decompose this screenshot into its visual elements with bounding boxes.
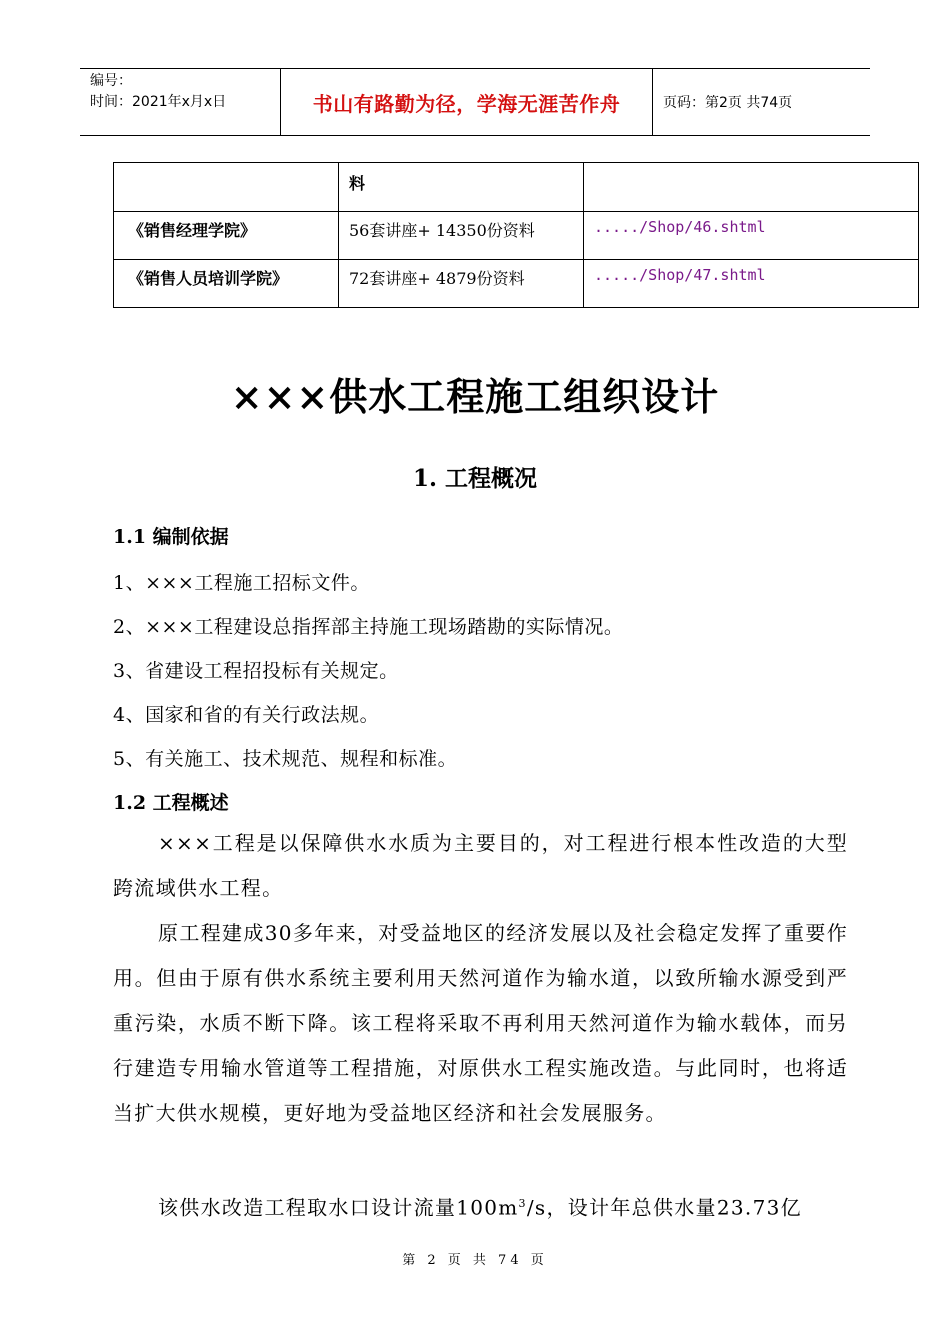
table-cell: 《销售经理学院》 xyxy=(114,212,339,260)
subsection-heading: 1.1 编制依据 xyxy=(113,526,229,548)
header-page-label: 页码：第2页 共74页 xyxy=(663,95,793,111)
paragraph: ×××工程是以保障供水水质为主要目的，对工程进行根本性改造的大型跨流域供水工程。 xyxy=(113,831,848,900)
table-row xyxy=(114,260,919,308)
list-item: 1、×××工程施工招标文件。 xyxy=(113,572,370,594)
table-cell xyxy=(114,163,339,212)
paragraph-text: 该供水改造工程取水口设计流量100m xyxy=(158,1195,519,1220)
resource-table xyxy=(113,162,919,308)
list-item: 5、有关施工、技术规范、规程和标准。 xyxy=(113,748,458,770)
table-cell: 料 xyxy=(339,163,584,212)
table-cell xyxy=(584,163,919,212)
table-row xyxy=(114,163,919,212)
paragraph-text: /s，设计年总供水量23.73亿 xyxy=(526,1195,802,1220)
table-cell: 《销售人员培训学院》 xyxy=(114,260,339,308)
resource-link[interactable]: ...../Shop/47.shtml xyxy=(584,260,919,308)
header-motto: 书山有路勤为径，学海无涯苦作舟 xyxy=(281,69,653,135)
resource-link[interactable]: ...../Shop/46.shtml xyxy=(584,212,919,260)
time-label: 时间：2021年x月x日 xyxy=(90,94,227,110)
list-item: 2、×××工程建设总指挥部主持施工现场踏勘的实际情况。 xyxy=(113,616,624,638)
paragraph: 原工程建成30多年来，对受益地区的经济发展以及社会稳定发挥了重要作用。但由于原有供水系统主要利用天然河道作为输水道，以致所输水源受到严重污染，水质不断下降。该工程将采取不再利用天然河道作为输水载体，而另行建造专用输水管道等工程措施，对原供水工程实施改造。与此同时，也将适当扩大供水规模，更好地为受益地区经济和社会发展服务。 xyxy=(113,921,848,1125)
table-row xyxy=(114,212,919,260)
page-footer: 第 2 页 共 74 页 xyxy=(402,1253,548,1268)
document-title: ×××供水工程施工组织设计 xyxy=(230,374,720,419)
serial-label: 编号： xyxy=(90,73,132,89)
list-item: 4、国家和省的有关行政法规。 xyxy=(113,704,380,726)
table-cell: 72套讲座+ 4879份资料 xyxy=(339,260,584,308)
table-cell: 56套讲座+ 14350份资料 xyxy=(339,212,584,260)
header-meta xyxy=(80,69,281,135)
list-item: 3、省建设工程招投标有关规定。 xyxy=(113,660,399,682)
superscript: 3 xyxy=(518,1197,527,1210)
section-heading: 1. 工程概况 xyxy=(412,465,538,492)
paragraph xyxy=(113,1181,848,1231)
page-header xyxy=(80,68,870,136)
subsection-heading: 1.2 工程概述 xyxy=(113,792,229,814)
